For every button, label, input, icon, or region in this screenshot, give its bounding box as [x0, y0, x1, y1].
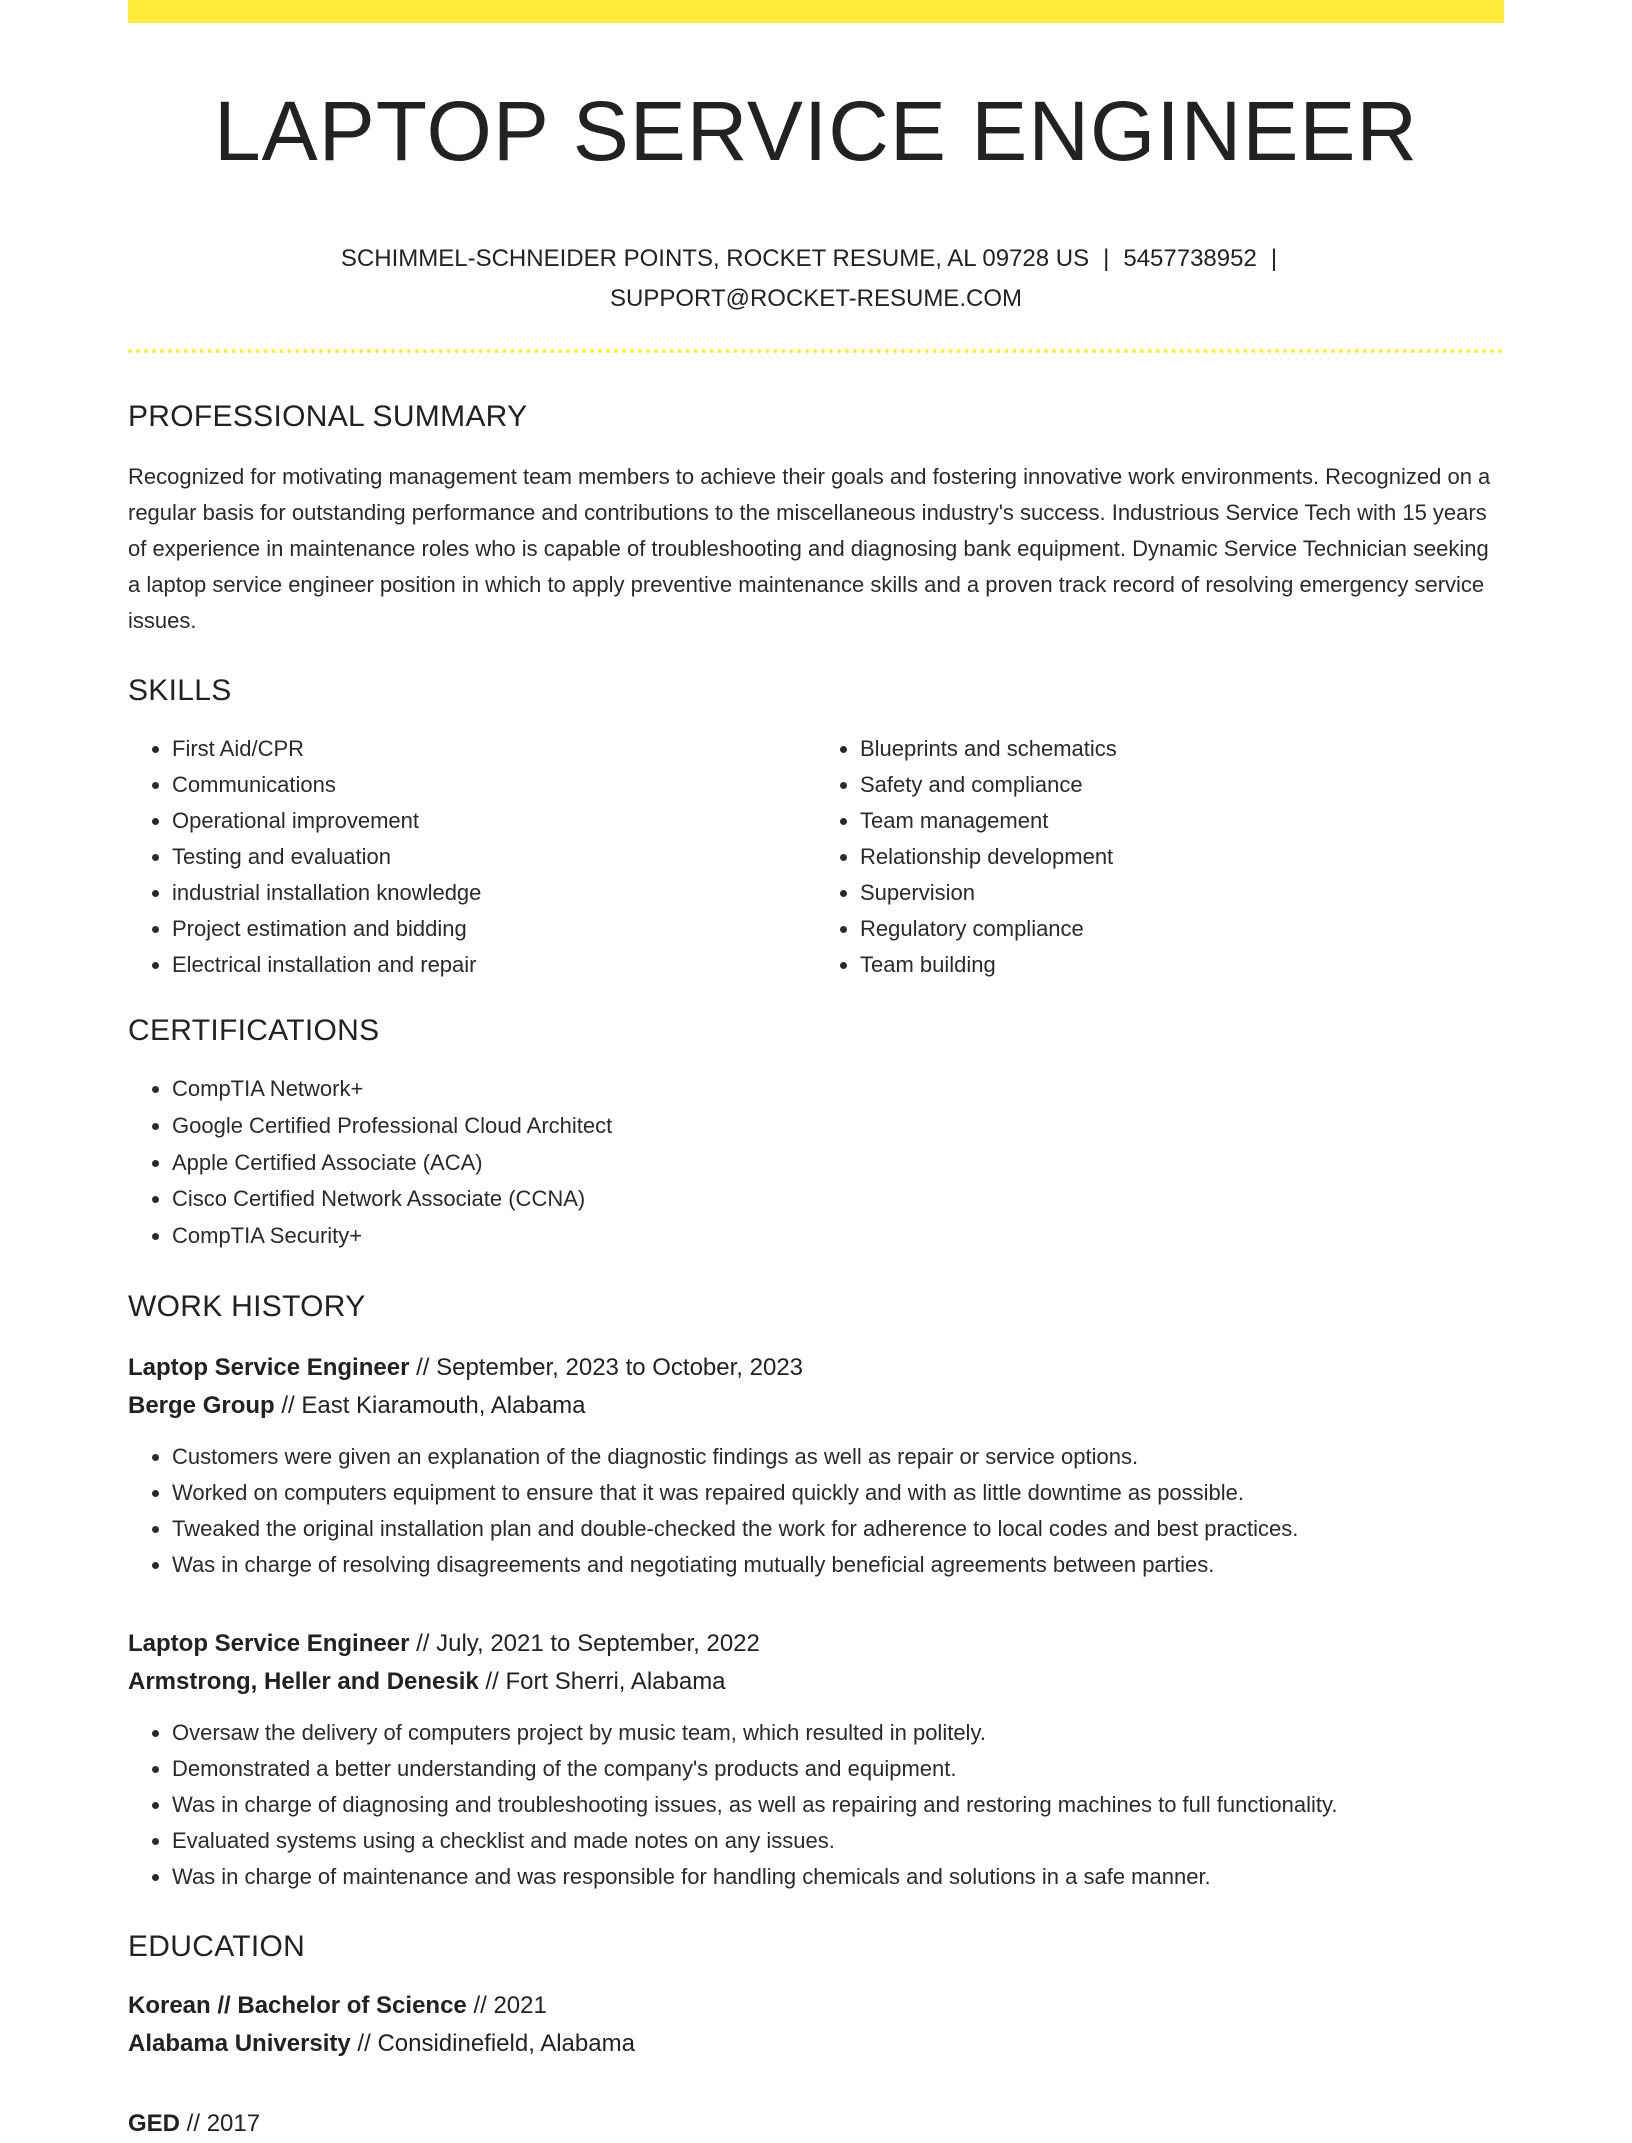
education-degree: GED	[128, 2109, 181, 2137]
education-heading: EDUCATION	[128, 1929, 306, 1963]
education-entry	[128, 2105, 1504, 2143]
job-role: Laptop Service Engineer	[128, 1629, 410, 1657]
skills-columns	[128, 731, 1504, 983]
certification-item: • Cisco Certified Network Associate (CCNA)	[172, 1181, 1504, 1218]
contact-separator: |	[1270, 245, 1278, 272]
skills-heading: SKILLS	[128, 674, 232, 707]
skill-item: • Team management	[860, 803, 1504, 839]
job-bullet: • Demonstrated a better understanding of the company's products and equipment.	[172, 1751, 1504, 1787]
resume-page	[128, 0, 1504, 2143]
job-dates: // September, 2023 to October, 2023	[409, 1353, 804, 1381]
skill-item: • Supervision	[860, 875, 1504, 911]
certification-item: • CompTIA Network+	[172, 1071, 1504, 1108]
skill-item: • Testing and evaluation	[172, 839, 816, 875]
skills-list-left	[128, 731, 816, 983]
certification-item: • CompTIA Security+	[172, 1218, 1504, 1255]
skill-item: • Electrical installation and repair	[172, 947, 816, 983]
job-location: // East Kiaramouth, Alabama	[274, 1391, 586, 1419]
contact-email: SUPPORT@ROCKET-RESUME.COM	[610, 285, 1022, 312]
skill-item: • Regulatory compliance	[860, 911, 1504, 947]
education-degree: Korean // Bachelor of Science	[128, 1991, 467, 2019]
summary-heading: PROFESSIONAL SUMMARY	[128, 400, 528, 433]
education-school: Alabama University	[128, 2029, 351, 2057]
job-title-line	[128, 1349, 1504, 1387]
job-bullet: • Was in charge of resolving disagreements and negotiating mutually beneficial agreements between parties.	[172, 1547, 1504, 1583]
summary-text: Recognized for motivating management team members to achieve their goals and fostering innovative work environments. Recognized on a regular basis for outstanding performance and contributions to the miscellaneous industry's success. Industrious Service Tech with 15 years of experience in maintenance roles who is capable of troubleshooting and diagnosing bank equipment. Dynamic Service Technician seeking a laptop service engineer position in which to apply preventive maintenance skills and a proven track record of resolving emergency service issues.	[128, 464, 1491, 633]
job-bullets	[128, 1715, 1504, 1895]
contact-separator: |	[1103, 245, 1110, 272]
skills-list-right	[816, 731, 1504, 983]
resume-title: LAPTOP SERVICE ENGINEER	[213, 84, 1419, 178]
education-year: // 2017	[180, 2109, 261, 2137]
job-bullet: • Oversaw the delivery of computers project by music team, which resulted in politely.	[172, 1715, 1504, 1751]
job-location: // Fort Sherri, Alabama	[478, 1667, 726, 1695]
job-entry	[128, 1625, 1504, 1895]
skill-item: • Safety and compliance	[860, 767, 1504, 803]
job-title-line	[128, 1625, 1504, 1663]
skill-item: • Project estimation and bidding	[172, 911, 816, 947]
job-company-line	[128, 1387, 1504, 1425]
skill-item: • Operational improvement	[172, 803, 816, 839]
job-company-line	[128, 1663, 1504, 1701]
skill-item: • Blueprints and schematics	[860, 731, 1504, 767]
skill-item: • Relationship development	[860, 839, 1504, 875]
contact-info	[128, 239, 1504, 319]
accent-bar	[128, 0, 1504, 23]
skill-item: • industrial installation knowledge	[172, 875, 816, 911]
job-bullets	[128, 1439, 1504, 1583]
certifications-list	[128, 1071, 1504, 1255]
job-bullet: • Was in charge of maintenance and was responsible for handling chemicals and solutions in a safe manner.	[172, 1859, 1504, 1895]
education-year: // 2021	[466, 1991, 547, 2019]
job-bullet: • Customers were given an explanation of the diagnostic findings as well as repair or service options.	[172, 1439, 1504, 1475]
education-location: // Considinefield, Alabama	[350, 2029, 635, 2057]
job-entry	[128, 1349, 1504, 1583]
job-company: Armstrong, Heller and Denesik	[128, 1667, 479, 1695]
education-entry	[128, 1987, 1504, 2063]
contact-address: SCHIMMEL-SCHNEIDER POINTS, ROCKET RESUME, AL 09728 US	[340, 245, 1090, 272]
job-bullet: • Worked on computers equipment to ensure that it was repaired quickly and with as little downtime as possible.	[172, 1475, 1504, 1511]
job-dates: // July, 2021 to September, 2022	[409, 1629, 760, 1657]
job-bullet: • Evaluated systems using a checklist and made notes on any issues.	[172, 1823, 1504, 1859]
certification-item: • Google Certified Professional Cloud Architect	[172, 1108, 1504, 1145]
education-school-line	[128, 2025, 1504, 2063]
job-company: Berge Group	[128, 1391, 275, 1419]
job-bullet: • Was in charge of diagnosing and troubleshooting issues, as well as repairing and restoring machines to full functionality.	[172, 1787, 1504, 1823]
skill-item: • Communications	[172, 767, 816, 803]
skill-item: • Team building	[860, 947, 1504, 983]
skill-item: • First Aid/CPR	[172, 731, 816, 767]
certification-item: • Apple Certified Associate (ACA)	[172, 1145, 1504, 1182]
education-degree-line	[128, 2105, 1504, 2143]
dotted-divider	[128, 349, 1504, 353]
certifications-heading: CERTIFICATIONS	[128, 1014, 380, 1047]
contact-phone: 5457738952	[1123, 245, 1257, 272]
education-degree-line	[128, 1987, 1504, 2025]
job-bullet: • Tweaked the original installation plan and double-checked the work for adherence to local codes and best practices.	[172, 1511, 1504, 1547]
work-history-heading: WORK HISTORY	[128, 1289, 366, 1323]
job-role: Laptop Service Engineer	[128, 1353, 410, 1381]
